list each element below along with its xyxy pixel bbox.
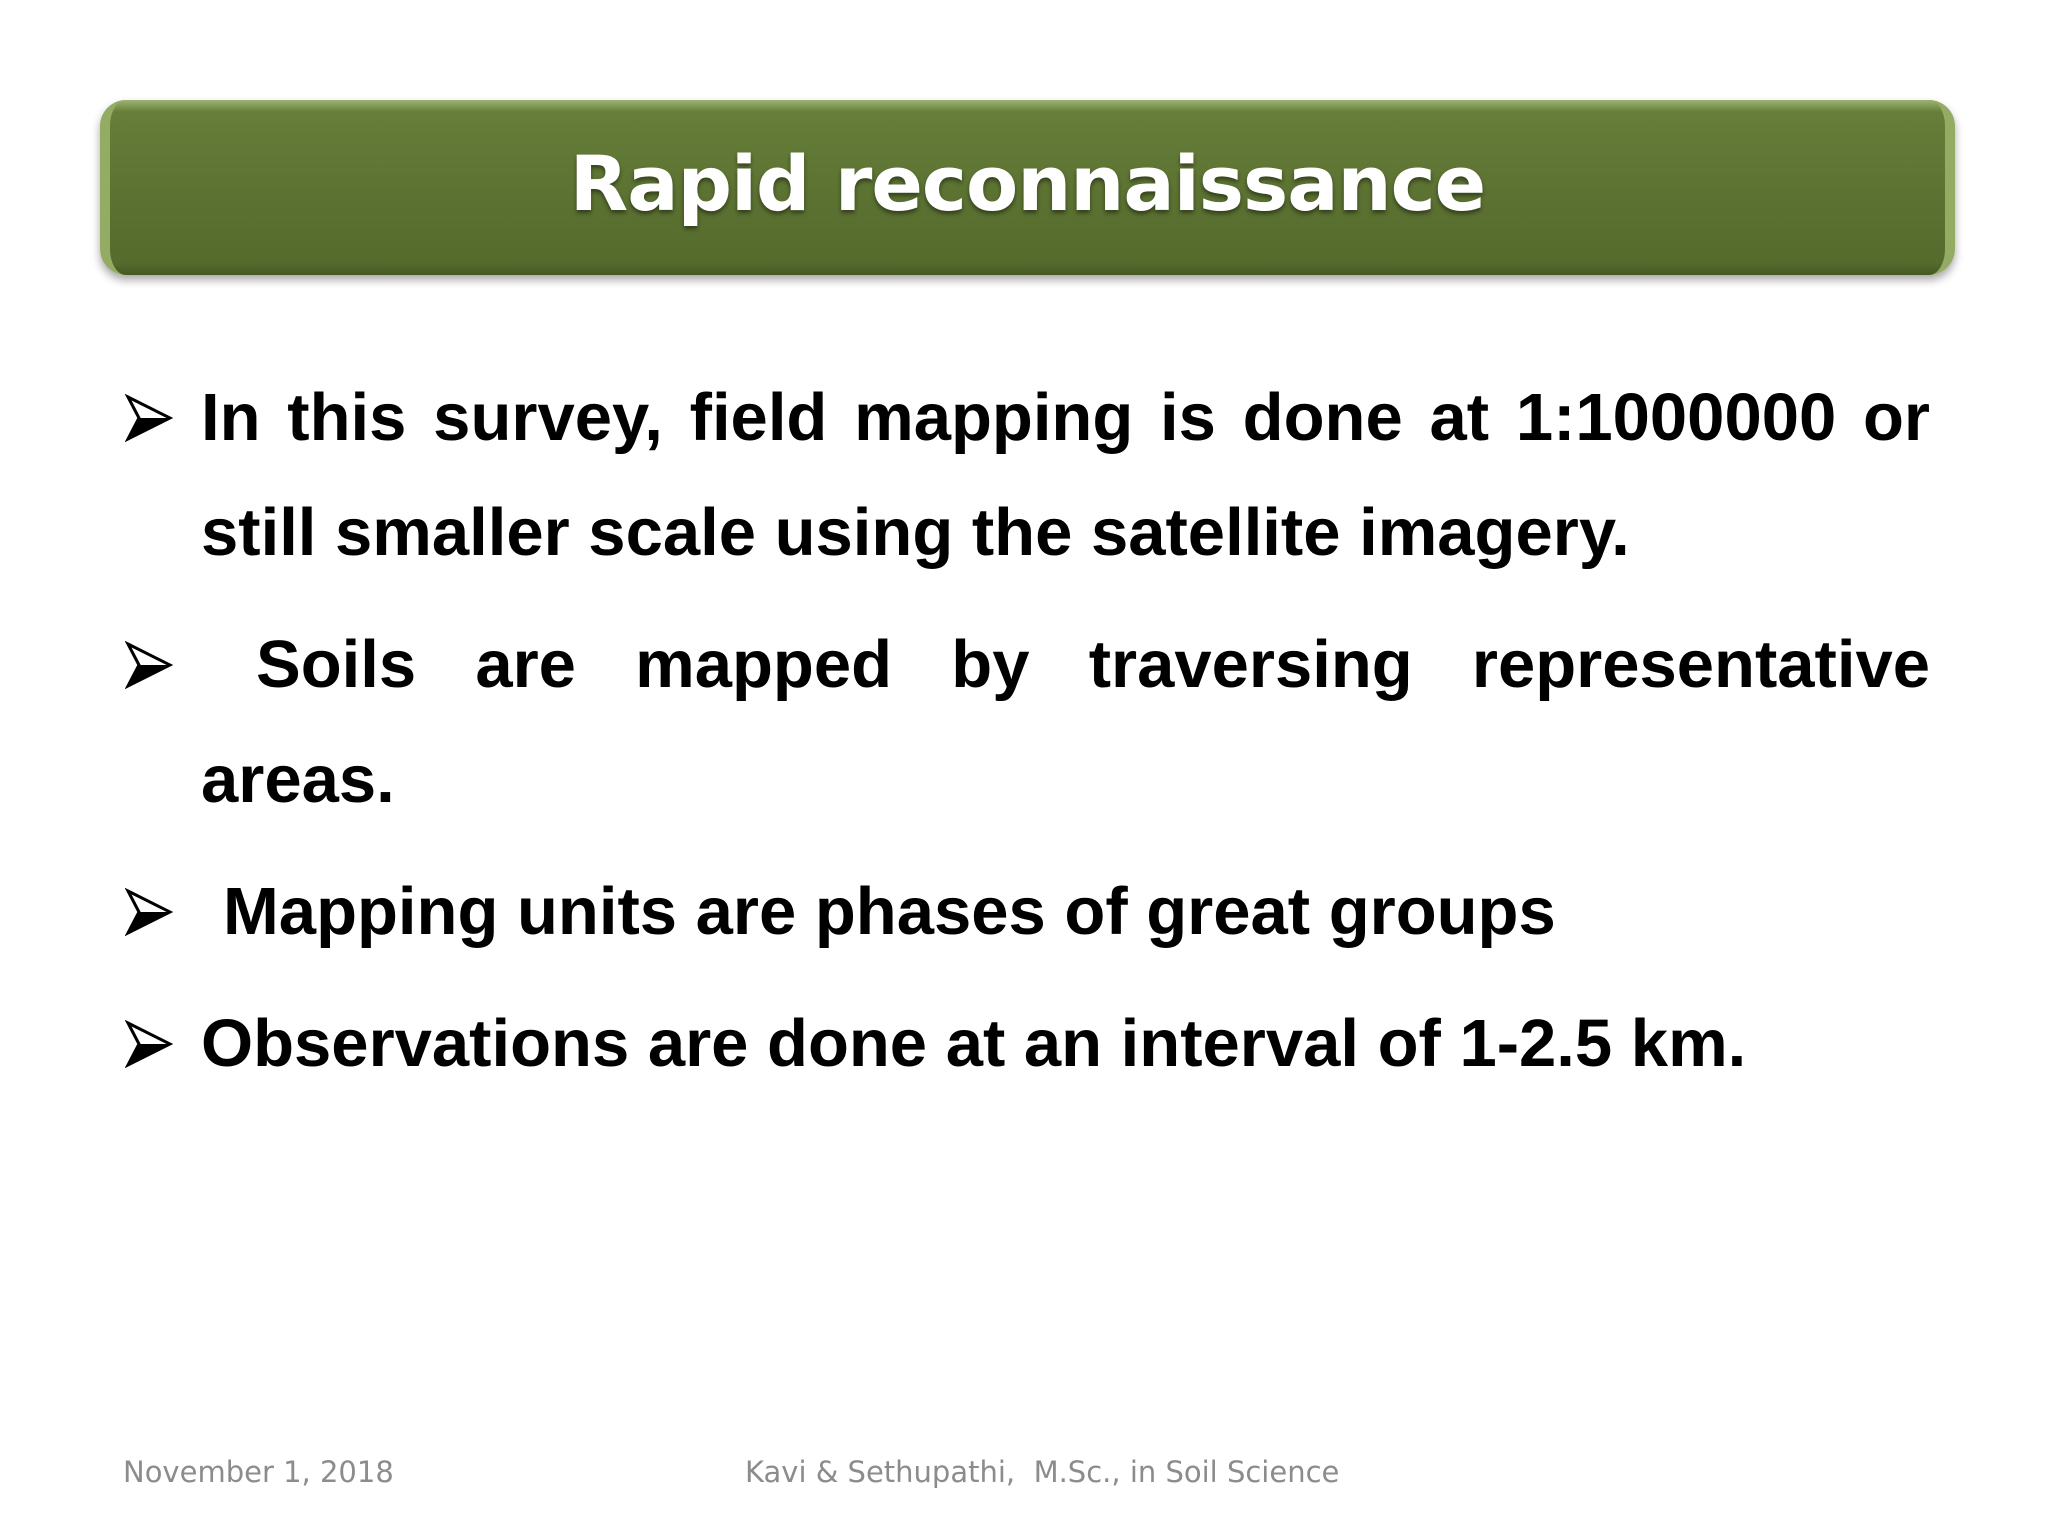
bullet-text: Observations are done at an interval of 1-2.5 km.: [201, 1006, 1747, 1081]
footer-date: November 1, 2018: [123, 1455, 394, 1489]
bullet-text: Soils are mapped by traversing representative areas.: [201, 627, 1930, 817]
bullet-item: [125, 986, 1930, 1101]
bullet-item: [125, 360, 1930, 590]
bullet-text: Mapping units are phases of great groups: [223, 874, 1556, 949]
slide-title: Rapid reconnaissance: [569, 139, 1486, 228]
arrow-bullet-icon: [125, 888, 173, 936]
arrow-bullet-icon: [125, 394, 173, 442]
arrow-bullet-icon: [125, 641, 173, 689]
bullet-list: [125, 360, 1930, 1118]
bullet-item: [125, 607, 1930, 837]
bullet-item: [125, 854, 1930, 969]
bullet-text: In this survey, field mapping is done at 1:1000000 or still smaller scale using the satellite imagery.: [201, 380, 1930, 570]
footer-credit: Kavi & Sethupathi, M.Sc., in Soil Science: [745, 1455, 1340, 1489]
arrow-bullet-icon: [125, 1020, 173, 1068]
title-banner: [100, 100, 1955, 275]
